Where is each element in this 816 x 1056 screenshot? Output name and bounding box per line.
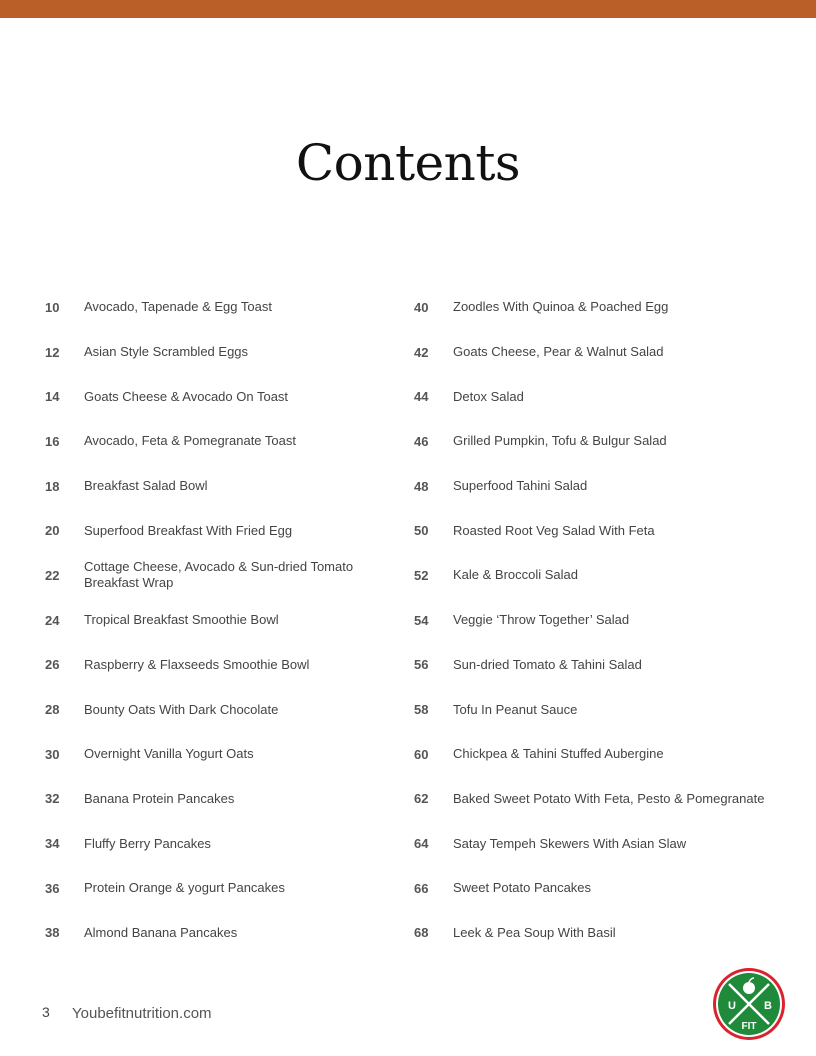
toc-page-number: 34 bbox=[45, 836, 60, 852]
toc-page-number: 48 bbox=[414, 478, 429, 494]
toc-recipe-title: Protein Orange & yogurt Pancakes bbox=[84, 880, 285, 896]
toc-recipe-title: Veggie ‘Throw Together’ Salad bbox=[453, 612, 630, 628]
toc-page-number: 66 bbox=[414, 880, 429, 896]
toc-recipe-title: Goats Cheese & Avocado On Toast bbox=[84, 388, 289, 404]
toc-entry bbox=[45, 419, 385, 464]
toc-page-number: 38 bbox=[45, 925, 60, 941]
toc-right-column bbox=[414, 285, 794, 955]
toc-page-number: 26 bbox=[45, 657, 60, 673]
toc-recipe-title: Breakfast Salad Bowl bbox=[84, 478, 208, 494]
toc-page-number: 18 bbox=[45, 478, 60, 494]
toc-page-number: 60 bbox=[414, 746, 429, 762]
toc-recipe-title: Sweet Potato Pancakes bbox=[453, 880, 592, 896]
logo-text-fit: FIT bbox=[741, 1021, 757, 1032]
toc-recipe-title: Superfood Tahini Salad bbox=[453, 478, 588, 494]
toc-recipe-title: Sun-dried Tomato & Tahini Salad bbox=[453, 656, 642, 672]
apple-icon bbox=[743, 982, 755, 994]
toc-page-number: 32 bbox=[45, 791, 60, 807]
toc-entry bbox=[414, 419, 794, 464]
toc-page-number: 22 bbox=[45, 567, 60, 583]
toc-recipe-title: Chickpea & Tahini Stuffed Aubergine bbox=[453, 746, 664, 762]
toc-page-number: 24 bbox=[45, 612, 60, 628]
toc-entry bbox=[45, 285, 385, 330]
toc-entry bbox=[414, 911, 794, 956]
toc-recipe-title: Avocado, Feta & Pomegranate Toast bbox=[84, 433, 296, 449]
footer-website: Youbefitnutrition.com bbox=[72, 1005, 212, 1022]
toc-entry bbox=[45, 687, 385, 732]
page-title: Contents bbox=[295, 134, 521, 192]
logo-letter-u: U bbox=[728, 1000, 736, 1012]
toc-page-number: 10 bbox=[45, 299, 60, 315]
toc-entry bbox=[414, 464, 794, 509]
toc-entry bbox=[414, 508, 794, 553]
toc-recipe-title: Banana Protein Pancakes bbox=[84, 790, 235, 806]
toc-page-number: 28 bbox=[45, 702, 60, 718]
toc-entry bbox=[45, 374, 385, 419]
toc-page-number: 14 bbox=[45, 389, 60, 405]
toc-page-number: 68 bbox=[414, 925, 429, 941]
toc-recipe-title: Almond Banana Pancakes bbox=[84, 924, 238, 940]
toc-page-number: 36 bbox=[45, 880, 60, 896]
toc-entry bbox=[414, 821, 794, 866]
toc-recipe-title: Leek & Pea Soup With Basil bbox=[453, 924, 616, 940]
page-number: 3 bbox=[42, 1004, 50, 1020]
toc-page-number: 52 bbox=[414, 567, 429, 583]
brand-logo bbox=[712, 967, 786, 1041]
toc-recipe-title: Raspberry & Flaxseeds Smoothie Bowl bbox=[84, 656, 310, 672]
toc-recipe-title: Goats Cheese, Pear & Walnut Salad bbox=[453, 344, 664, 360]
toc-entry bbox=[45, 553, 385, 598]
toc-entry bbox=[414, 374, 794, 419]
toc-page-number: 30 bbox=[45, 746, 60, 762]
toc-recipe-title: Asian Style Scrambled Eggs bbox=[84, 344, 249, 360]
logo-letter-b: B bbox=[764, 1000, 772, 1012]
toc-page-number: 16 bbox=[45, 433, 60, 449]
toc-recipe-title: Cottage Cheese, Avocado & Sun-dried Tomato Breakfast Wrap bbox=[84, 559, 354, 591]
toc-recipe-title: Superfood Breakfast With Fried Egg bbox=[84, 522, 293, 538]
toc-entry bbox=[45, 508, 385, 553]
toc-entry bbox=[414, 330, 794, 375]
toc-entry bbox=[45, 643, 385, 688]
toc-recipe-title: Avocado, Tapenade & Egg Toast bbox=[84, 299, 272, 315]
toc-recipe-title: Roasted Root Veg Salad With Feta bbox=[453, 522, 655, 538]
toc-entry bbox=[45, 598, 385, 643]
toc-entry bbox=[45, 911, 385, 956]
toc-recipe-title: Bounty Oats With Dark Chocolate bbox=[84, 701, 279, 717]
toc-recipe-title: Zoodles With Quinoa & Poached Egg bbox=[453, 299, 669, 315]
toc-page-number: 46 bbox=[414, 433, 429, 449]
toc-entry bbox=[45, 330, 385, 375]
toc-page-number: 56 bbox=[414, 657, 429, 673]
toc-entry bbox=[414, 285, 794, 330]
toc-entry bbox=[45, 732, 385, 777]
toc-page-number: 50 bbox=[414, 523, 429, 539]
toc-recipe-title: Grilled Pumpkin, Tofu & Bulgur Salad bbox=[453, 433, 667, 449]
toc-entry bbox=[45, 777, 385, 822]
top-accent-bar bbox=[0, 0, 816, 18]
toc-recipe-title: Fluffy Berry Pancakes bbox=[84, 835, 211, 851]
toc-left-column bbox=[45, 285, 385, 955]
toc-page-number: 20 bbox=[45, 523, 60, 539]
toc-entry bbox=[45, 821, 385, 866]
toc-entry bbox=[414, 732, 794, 777]
toc-recipe-title: Satay Tempeh Skewers With Asian Slaw bbox=[453, 835, 687, 851]
toc-entry bbox=[414, 777, 794, 822]
toc-page-number: 62 bbox=[414, 791, 429, 807]
toc-page-number: 42 bbox=[414, 344, 429, 360]
toc-entry bbox=[414, 866, 794, 911]
toc-entry bbox=[414, 687, 794, 732]
toc-entry bbox=[45, 866, 385, 911]
toc-entry bbox=[414, 643, 794, 688]
toc-entry bbox=[45, 464, 385, 509]
toc-page-number: 58 bbox=[414, 702, 429, 718]
toc-page-number: 64 bbox=[414, 836, 429, 852]
toc-page-number: 44 bbox=[414, 389, 429, 405]
toc-recipe-title: Baked Sweet Potato With Feta, Pesto & Pomegranate bbox=[453, 790, 765, 806]
toc-page-number: 54 bbox=[414, 612, 429, 628]
logo-badge bbox=[712, 967, 786, 1041]
toc-entry bbox=[414, 553, 794, 598]
toc-recipe-title: Tofu In Peanut Sauce bbox=[453, 701, 578, 717]
toc-entry bbox=[414, 598, 794, 643]
toc-recipe-title: Detox Salad bbox=[453, 388, 524, 404]
toc-page-number: 40 bbox=[414, 299, 429, 315]
toc-page-number: 12 bbox=[45, 344, 60, 360]
toc-recipe-title: Tropical Breakfast Smoothie Bowl bbox=[84, 612, 279, 628]
toc-recipe-title: Kale & Broccoli Salad bbox=[453, 567, 579, 583]
toc-recipe-title: Overnight Vanilla Yogurt Oats bbox=[84, 746, 254, 762]
